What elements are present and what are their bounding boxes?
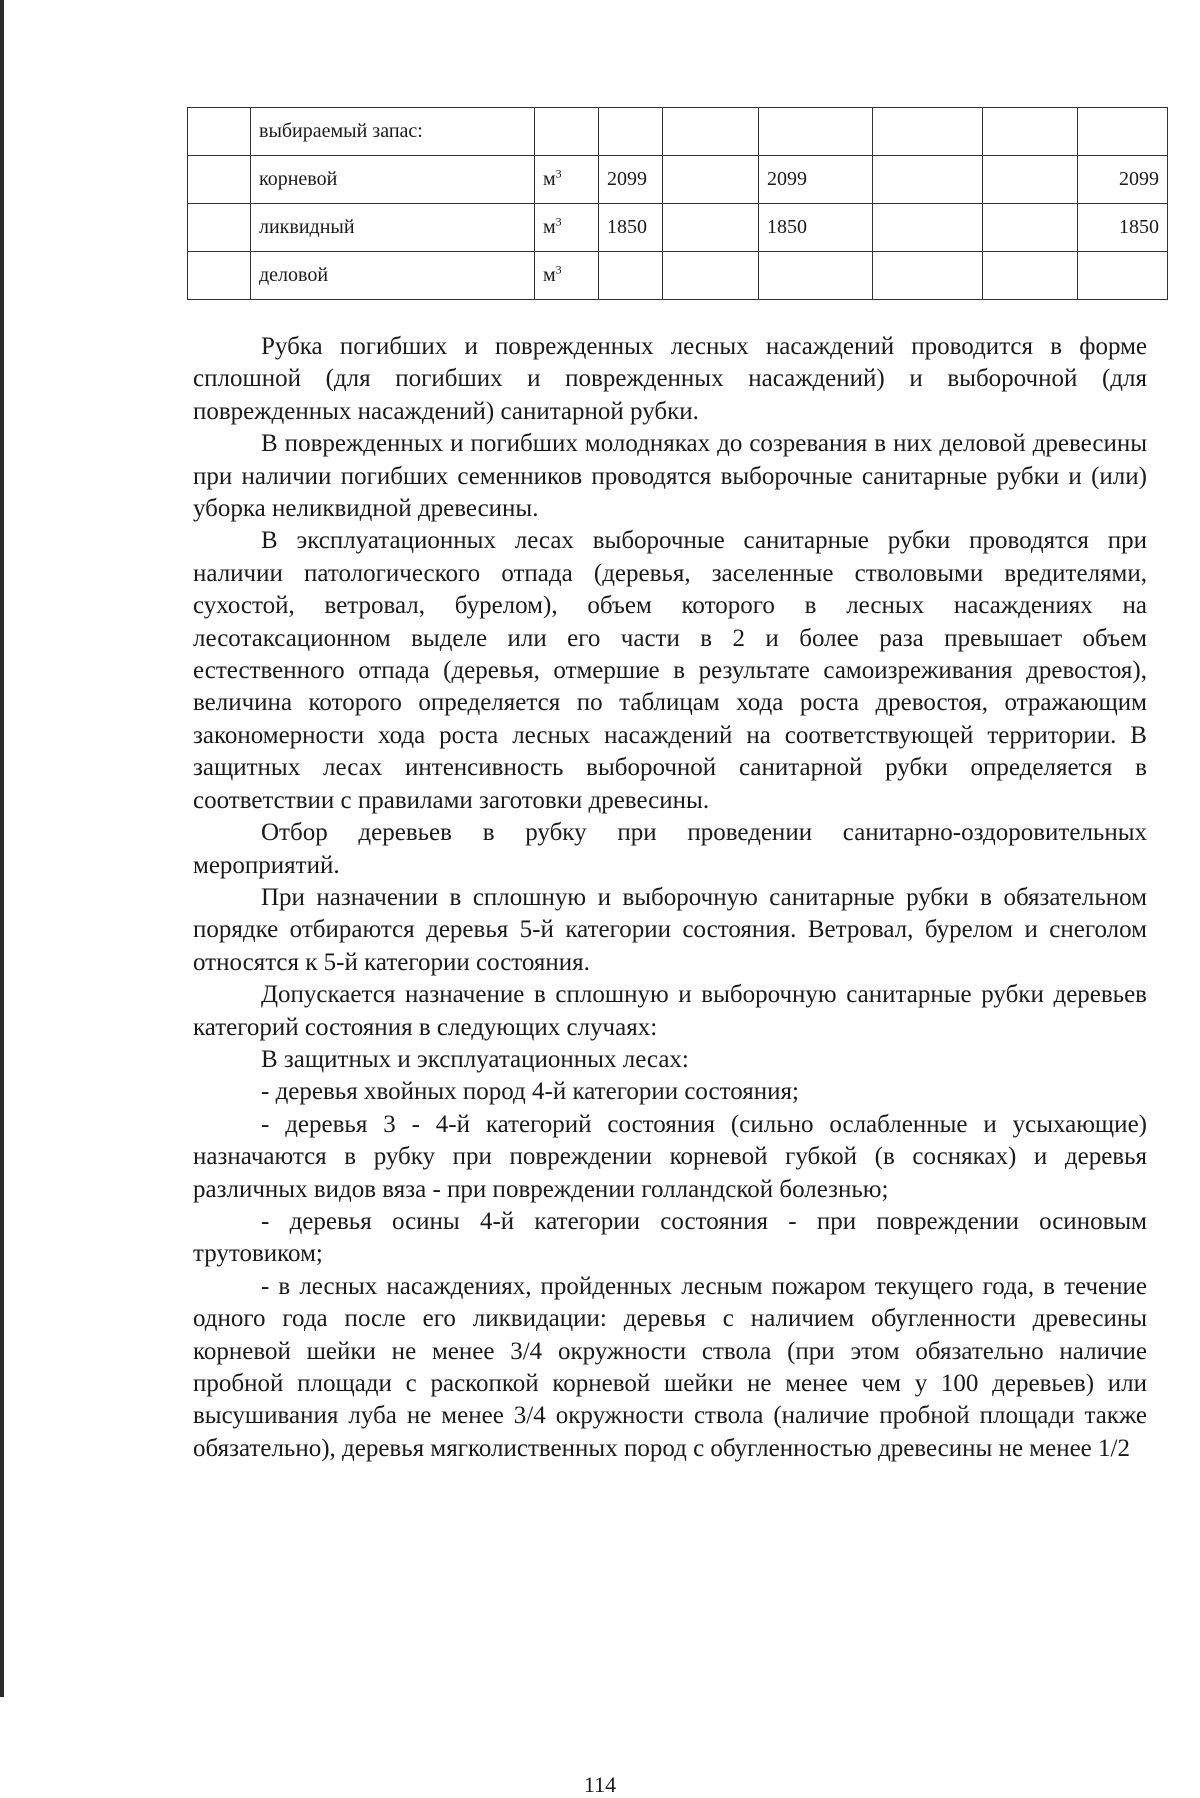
table-row (188, 252, 1168, 300)
value-cell: 1850 (759, 204, 873, 252)
paragraph: Допускается назначение в сплошную и выборочную санитарные рубки деревьев категорий состояния в следующих случаях: (193, 981, 1147, 1041)
row-label: корневой (251, 156, 535, 204)
value-cell: 2099 (759, 156, 873, 204)
value-cell: 2099 (1078, 156, 1168, 204)
paragraph: В поврежденных и погибших молодняках до созревания в них деловой древесины при наличии погибших семенников проводятся выборочные санитарные рубки и (или) уборка неликвидной древесины. (193, 430, 1147, 523)
body-text (193, 331, 1147, 1465)
unit-cell: $м^3$ (535, 156, 599, 204)
value-cell (759, 108, 873, 156)
paragraph: Рубка погибших и поврежденных лесных насаждений проводится в форме сплошной (для погибших и поврежденных насаждений) и выборочной (для поврежденных насаждений) санитарной рубки. (193, 333, 1147, 425)
scan-edge (0, 0, 4, 1697)
value-cell (1078, 108, 1168, 156)
paragraph: Отбор деревьев в рубку при проведении санитарно-оздоровительных мероприятий. (193, 819, 1147, 879)
list-item: - деревья осины 4-й категории состояния - при повреждении осиновым трутовиком; (193, 1207, 1147, 1268)
value-cell (759, 252, 873, 300)
list-item: - в лесных насаждениях, пройденных лесным пожаром текущего года, в течение одного года после его ликвидации: деревья с наличием обугленности древесины корневой шейки не менее 3/4 окружности ствола (при этом обязательно наличие пробной площади с раскопкой корневой шейки не менее чем у 100 деревьев) или высушивания луба не менее 3/4 окружности ствола (наличие пробной площади также обязательно), деревья мягколиственных пород с обугленностью древесины не менее 1/2 (193, 1272, 1147, 1462)
paragraph: При назначении в сплошную и выборочную санитарные рубки в обязательном порядке отбираются деревья 5-й категории состояния. Ветровал, бурелом и снеголом относятся к 5-й категории состояния. (193, 883, 1147, 976)
value-cell (599, 252, 663, 300)
list-item: - деревья хвойных пород 4-й категории состояния; (261, 1078, 799, 1106)
unit-cell: $м^3$ (535, 204, 599, 252)
page-number: 114 (583, 1772, 617, 1797)
unit-cell: $м^3$ (535, 252, 599, 300)
paragraph: В эксплуатационных лесах выборочные санитарные рубки проводятся при наличии патологического отпада (деревья, заселенные стволовыми вредителями, сухостой, ветровал, бурелом), объем которого в лесных насаждениях на лесотаксационном выделе или его части в 2 и более раза превышает объем естественного отпада (деревья, отмершие в результате самоизреживания древостоя), величина которого определяется по таблицам хода роста древостоя, отражающим закономерности хода роста лесных насаждений на соответствующей территории. В защитных лесах интенсивность выборочной санитарной рубки определяется в соответствии с правилами заготовки древесины. (193, 527, 1147, 814)
value-cell: 2099 (599, 156, 663, 204)
table-row (188, 204, 1168, 252)
table-row (188, 108, 1168, 156)
value-cell (599, 108, 663, 156)
list-item: - деревья 3 - 4-й категорий состояния (сильно ослабленные и усыхающие) назначаются в рубку при повреждении корневой губкой (в сосняках) и деревья различных видов вяза - при повреждении голландской болезнью; (193, 1110, 1147, 1203)
value-cell: 1850 (599, 204, 663, 252)
value-cell: 1850 (1078, 204, 1168, 252)
row-label: ликвидный (251, 204, 535, 252)
unit-cell (535, 108, 599, 156)
row-label: выбираемый запас: (251, 108, 535, 156)
volume-table (187, 107, 1168, 300)
row-label: деловой (251, 252, 535, 300)
paragraph: В защитных и эксплуатационных лесах: (261, 1045, 689, 1073)
value-cell (1078, 252, 1168, 300)
table-row (188, 156, 1168, 204)
